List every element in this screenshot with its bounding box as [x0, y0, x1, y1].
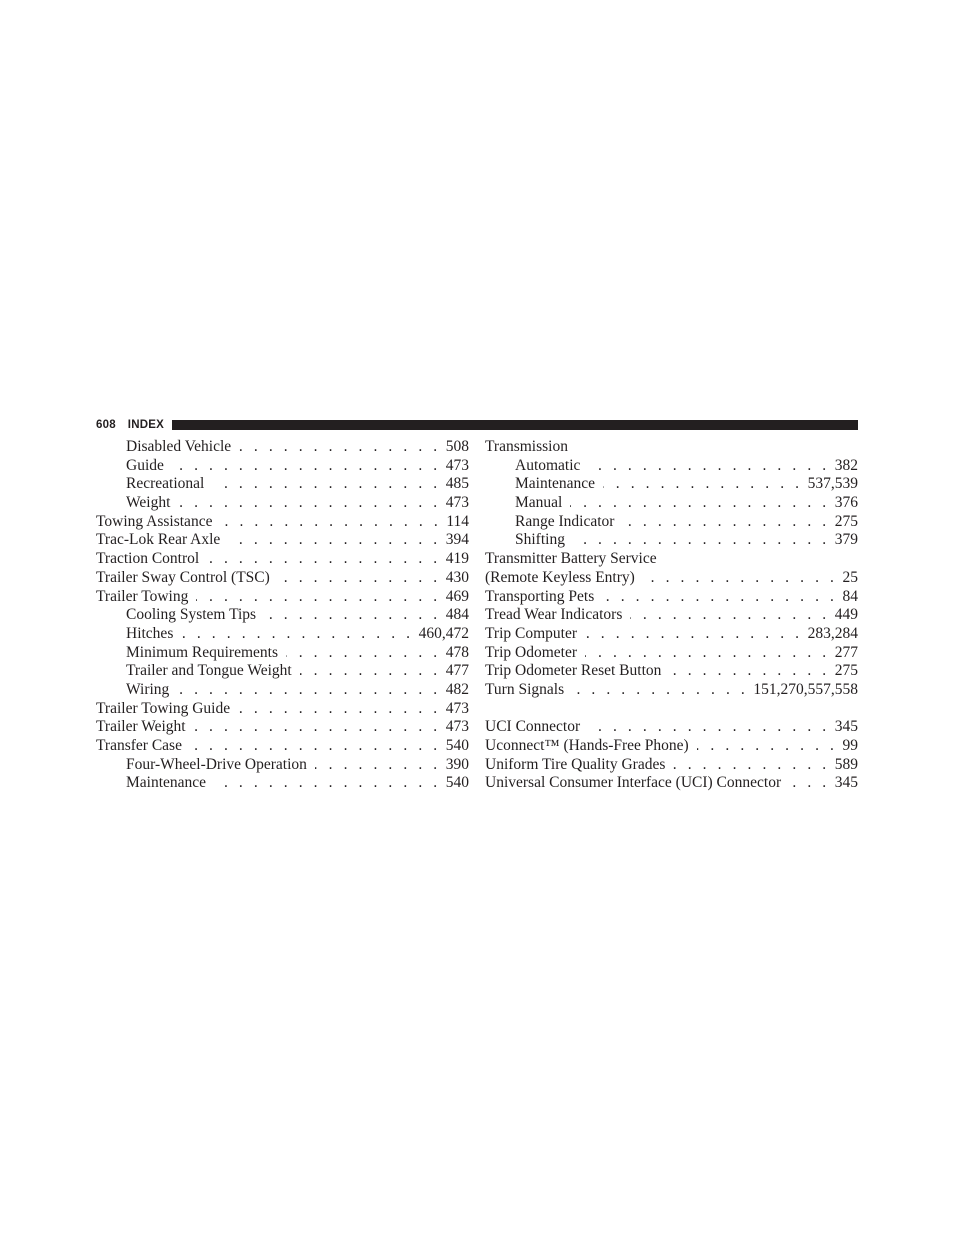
dot-leader	[602, 588, 837, 607]
index-term: Transporting Pets	[485, 587, 595, 605]
index-term: Uconnect™ (Hands-Free Phone)	[485, 737, 689, 754]
dot-leader	[172, 457, 441, 476]
page-reference: 540	[445, 774, 469, 792]
index-entry	[485, 569, 858, 588]
index-term: Trip Computer	[485, 624, 578, 642]
dot-leader	[588, 457, 829, 476]
page-reference: 277	[834, 643, 858, 661]
index-term: Range Indicator	[515, 512, 615, 530]
index-subentry	[96, 681, 469, 700]
index-column-right	[485, 438, 858, 793]
index-subentry	[96, 438, 469, 457]
index-entry	[485, 588, 858, 607]
page-reference: 485	[445, 475, 469, 493]
section-title: INDEX	[127, 419, 164, 431]
dot-leader	[190, 737, 441, 756]
index-entry	[485, 662, 858, 681]
index-term: Trip Odometer Reset Button	[485, 662, 662, 680]
page-reference: 473	[445, 699, 469, 717]
dot-leader	[572, 681, 748, 700]
dot-leader	[177, 681, 440, 700]
dot-leader	[673, 756, 829, 775]
index-entry	[485, 718, 858, 737]
index-term: Trailer and Tongue Weight	[126, 662, 292, 680]
page-number: 608	[96, 419, 116, 431]
index-subentry	[96, 756, 469, 775]
index-term: Universal Consumer Interface (UCI) Connector	[485, 774, 782, 792]
dot-leader	[228, 531, 440, 550]
index-term: Maintenance	[515, 475, 596, 493]
page-reference: 394	[445, 531, 469, 549]
index-entry	[96, 569, 469, 588]
index-group-u	[485, 718, 858, 793]
index-subentry	[485, 457, 858, 476]
index-term: Wiring	[126, 680, 170, 698]
index-entry	[485, 774, 858, 793]
page-reference: 478	[445, 643, 469, 661]
page-reference: 589	[834, 755, 858, 773]
index-subentry	[96, 606, 469, 625]
dot-leader	[789, 774, 830, 793]
page-header	[96, 417, 858, 433]
dot-leader	[585, 644, 830, 663]
dot-leader	[194, 718, 441, 737]
dot-leader	[214, 774, 441, 793]
index-term: Uniform Tire Quality Grades	[485, 755, 666, 773]
index-subentry	[96, 475, 469, 494]
index-entry	[96, 531, 469, 550]
dot-leader	[239, 438, 441, 457]
dot-leader	[669, 662, 829, 681]
page-reference: 151,270,557,558	[753, 680, 858, 698]
index-term: Trailer Towing Guide	[96, 699, 231, 717]
dot-leader	[603, 475, 803, 494]
index-entry	[485, 625, 858, 644]
index-term: Trac-Lok Rear Axle	[96, 531, 221, 549]
page-reference: 379	[834, 531, 858, 549]
index-term: Trip Odometer	[485, 643, 577, 661]
dot-leader	[178, 494, 440, 513]
index-entry	[96, 700, 469, 719]
index-subentry	[485, 494, 858, 513]
index-term: (Remote Keyless Entry)	[485, 568, 635, 586]
index-term: Transmission	[485, 438, 568, 455]
index-subentry	[96, 625, 469, 644]
page-reference: 99	[842, 737, 858, 754]
dot-leader	[697, 737, 838, 756]
page-reference: 484	[445, 606, 469, 624]
index-term: Guide	[126, 456, 164, 474]
index-term: Weight	[126, 494, 171, 512]
index-term: Trailer Weight	[96, 718, 186, 736]
page-reference: 469	[445, 587, 469, 605]
dot-leader	[630, 606, 829, 625]
index-term: Minimum Requirements	[126, 643, 278, 661]
page-reference: 275	[834, 662, 858, 680]
page-reference: 382	[834, 456, 858, 474]
index-term: Maintenance	[126, 774, 207, 792]
page-reference: 477	[445, 662, 469, 680]
dot-leader	[315, 756, 441, 775]
index-subentry	[96, 494, 469, 513]
index-entry	[485, 756, 858, 775]
index-term: Trailer Sway Control (TSC)	[96, 568, 270, 586]
index-term: Trailer Towing	[96, 587, 189, 605]
index-term: Shifting	[515, 531, 565, 549]
index-term: Disabled Vehicle	[126, 438, 232, 455]
index-term: Manual	[515, 494, 563, 512]
page-reference: 508	[445, 438, 469, 455]
index-term: Traction Control	[96, 550, 200, 568]
index-subentry	[485, 475, 858, 494]
dot-leader	[643, 569, 838, 588]
index-entry	[485, 737, 858, 756]
index-entry	[96, 718, 469, 737]
page-reference: 473	[445, 456, 469, 474]
page-reference: 84	[842, 587, 858, 605]
index-column-left	[96, 438, 469, 793]
page-reference: 275	[834, 512, 858, 530]
index-entry	[96, 513, 469, 532]
page-reference: 114	[446, 512, 469, 530]
page-reference: 345	[834, 774, 858, 792]
dot-leader	[286, 644, 441, 663]
dot-leader	[622, 513, 829, 532]
dot-leader	[212, 475, 440, 494]
page-reference: 482	[445, 680, 469, 698]
index-term: Towing Assistance	[96, 512, 213, 530]
page-reference: 537,539	[807, 475, 858, 493]
index-entry	[485, 550, 858, 569]
index-term: Hitches	[126, 624, 174, 642]
dot-leader	[196, 588, 440, 607]
dot-leader	[220, 513, 441, 532]
index-subentry	[96, 457, 469, 476]
dot-leader	[181, 625, 413, 644]
index-subentry	[96, 774, 469, 793]
index-group-t	[485, 438, 858, 700]
dot-leader	[570, 494, 829, 513]
page-reference: 449	[834, 606, 858, 624]
dot-leader	[238, 700, 441, 719]
dot-leader	[278, 569, 441, 588]
index-term: Transmitter Battery Service	[485, 550, 657, 568]
page-reference: 473	[445, 494, 469, 512]
page-reference: 419	[445, 550, 469, 568]
index-term: Tread Wear Indicators	[485, 606, 623, 624]
page-reference: 376	[834, 494, 858, 512]
index-term: Recreational	[126, 475, 205, 493]
index-entry	[96, 588, 469, 607]
index-term: UCI Connector	[485, 718, 581, 736]
index-subentry	[485, 531, 858, 550]
index-entry	[485, 644, 858, 663]
page-reference: 25	[842, 568, 858, 586]
index-entry	[485, 681, 858, 700]
page-reference: 390	[445, 755, 469, 773]
dot-leader	[264, 606, 441, 625]
index-term: Cooling System Tips	[126, 606, 257, 624]
index-subentry	[96, 644, 469, 663]
page-reference: 345	[834, 718, 858, 736]
page-reference: 473	[445, 718, 469, 736]
dot-leader	[585, 625, 803, 644]
dot-leader	[573, 531, 830, 550]
index-subentry	[485, 513, 858, 532]
header-rule	[172, 420, 858, 430]
index-entry	[96, 737, 469, 756]
index-subentry	[96, 662, 469, 681]
index-entry	[485, 606, 858, 625]
index-term: Turn Signals	[485, 680, 565, 698]
page-reference: 460,472	[418, 624, 469, 642]
page-reference: 540	[445, 737, 469, 754]
dot-leader	[588, 718, 830, 737]
index-term: Four-Wheel-Drive Operation	[126, 755, 307, 773]
index-entry	[96, 550, 469, 569]
dot-leader	[300, 662, 441, 681]
page-reference: 283,284	[807, 624, 858, 642]
index-term: Transfer Case	[96, 737, 182, 754]
index-term: Automatic	[515, 456, 581, 474]
dot-leader	[207, 550, 441, 569]
letter-gap	[485, 700, 858, 719]
page-reference: 430	[445, 568, 469, 586]
index-entry	[485, 438, 858, 457]
